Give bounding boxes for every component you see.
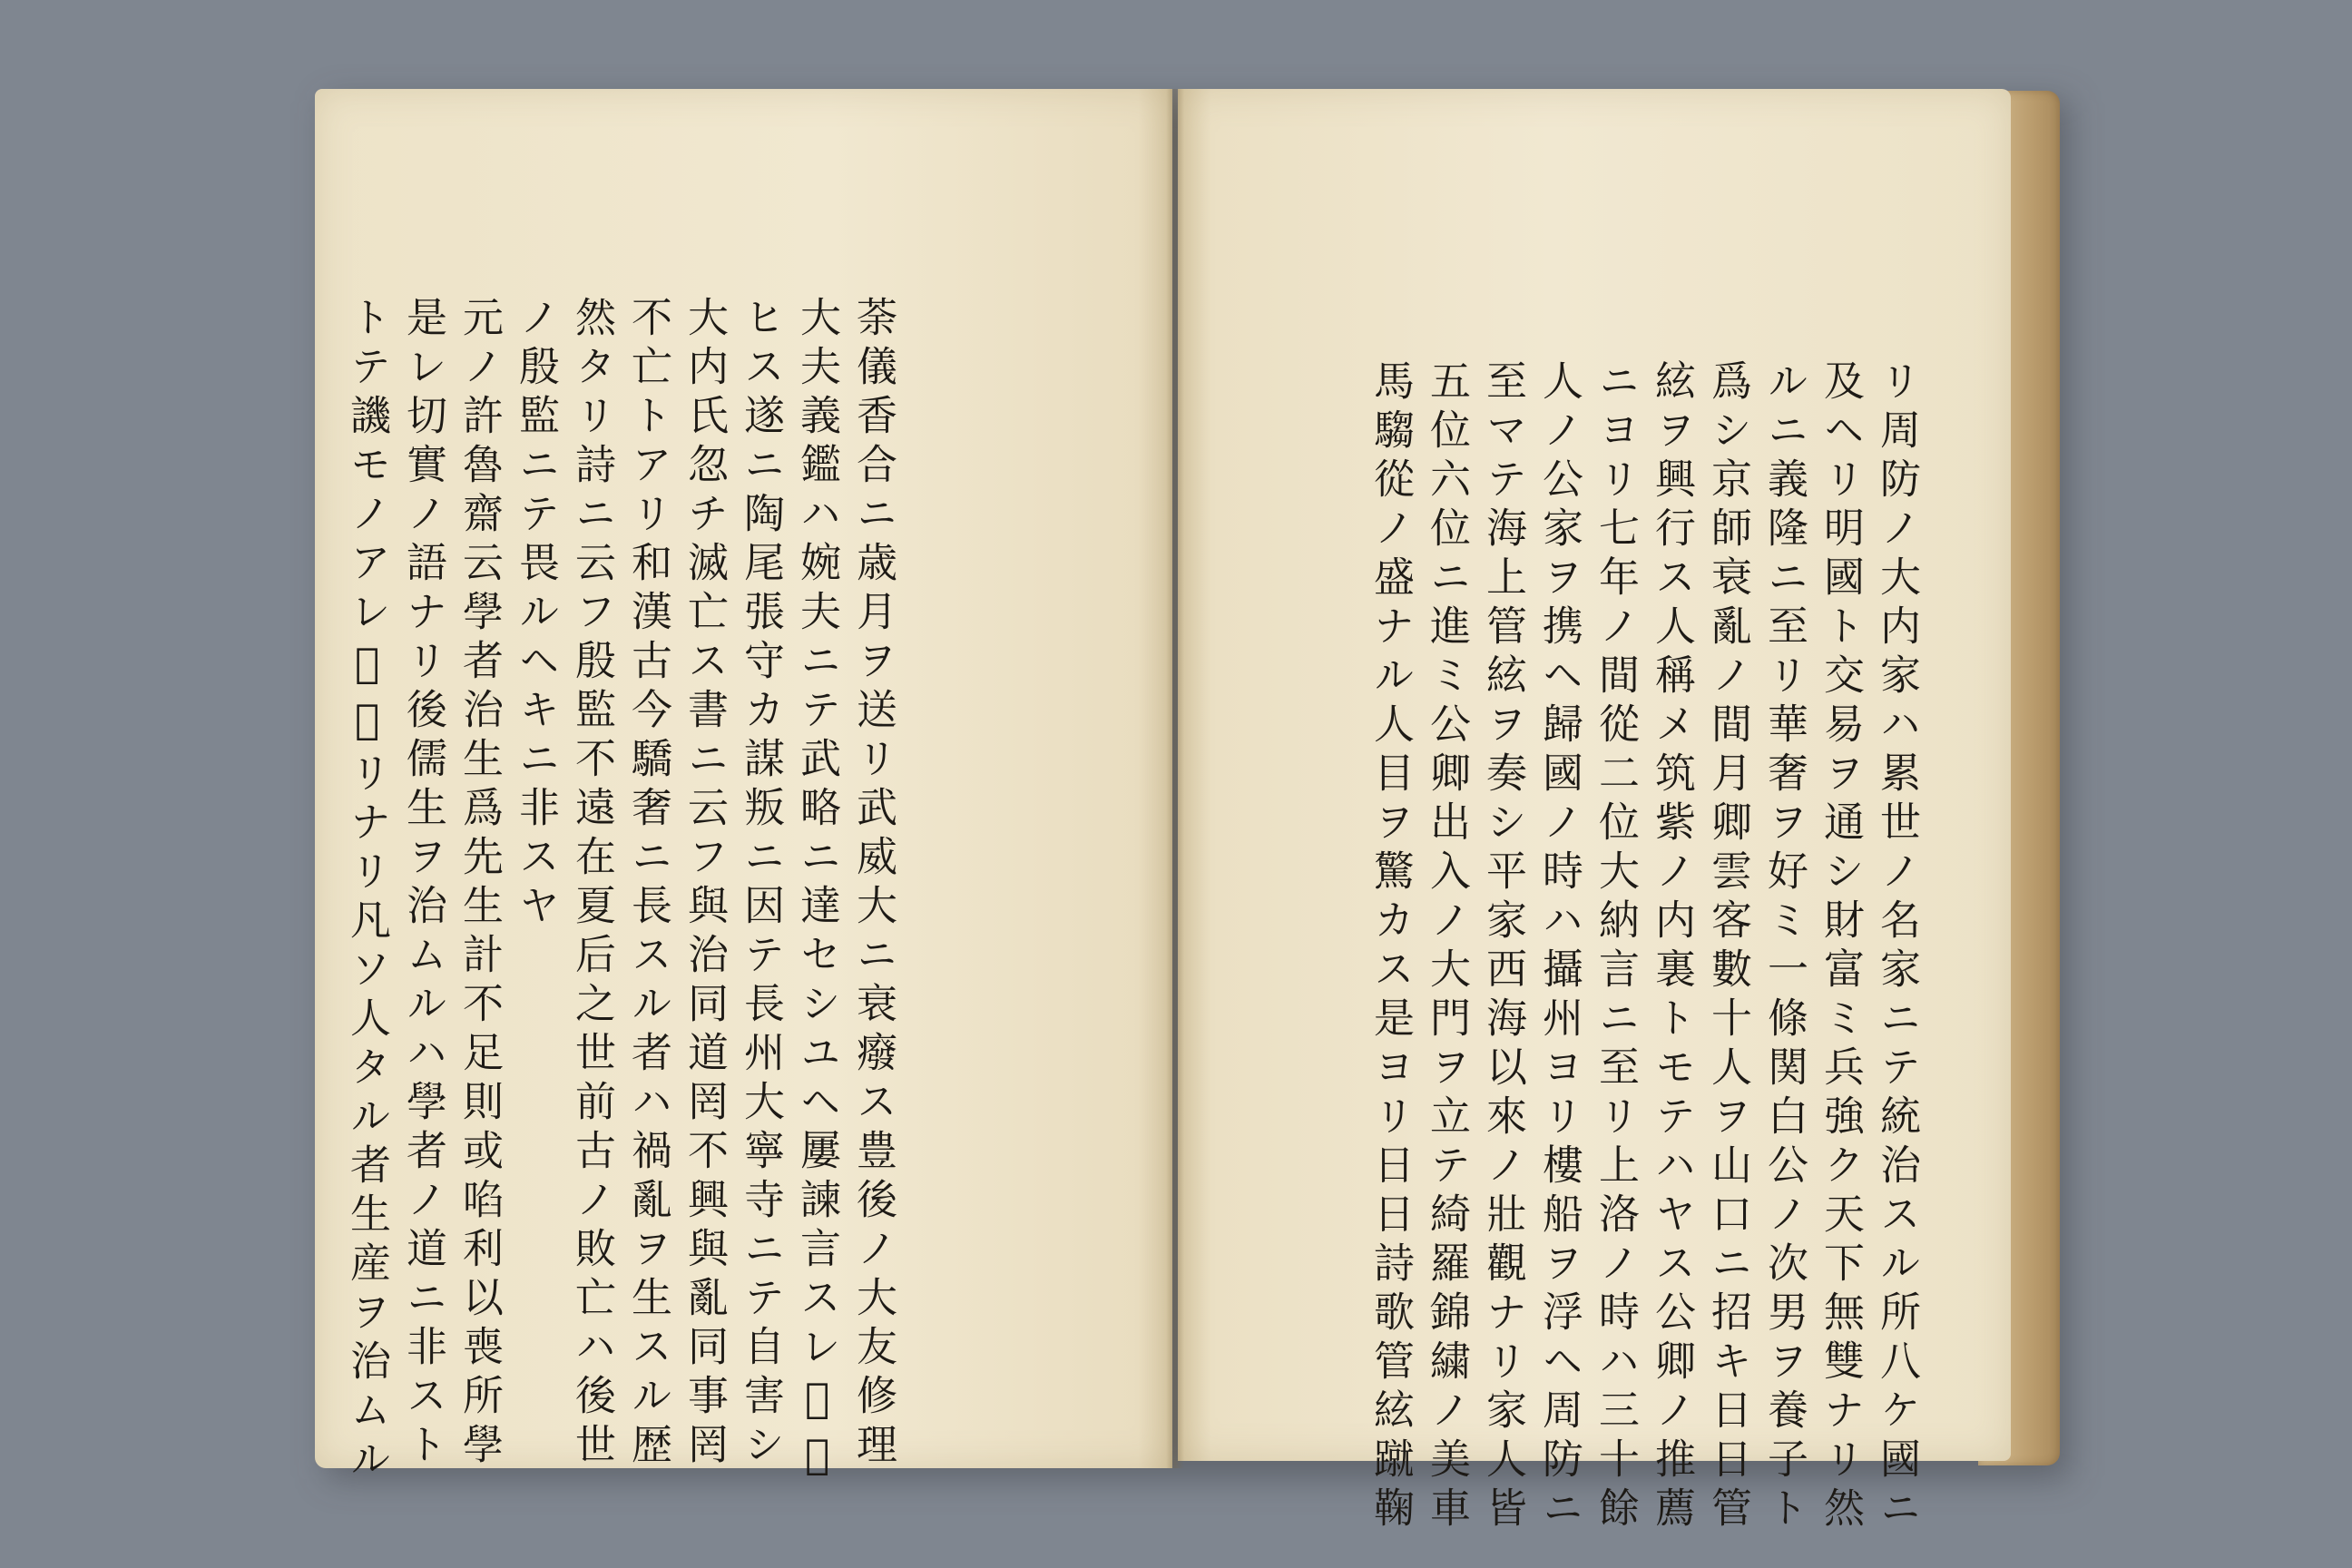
left-column-8: 元ノ許魯齋云學者治生爲先生計不足則或啗利以喪所學 xyxy=(456,296,504,1472)
left-column-5: 不亡トアリ和漢古今驕奢ニ長スル者ハ禍亂ヲ生スル歴 xyxy=(624,296,672,1472)
right-column-2: 及ヘリ明國ト交易ヲ通シ財富ミ兵強ク天下無雙ナリ然 xyxy=(1817,359,1865,1535)
left-column-3: ヒス遂ニ陶尾張守カ謀叛ニ因テ長州大寧寺ニテ自害シ xyxy=(737,296,785,1472)
left-column-6: 然タリ詩ニ云フ殷監不遠在夏后之世前古ノ敗亡ハ後世 xyxy=(568,296,616,1472)
right-column-7: 人ノ公家ヲ携ヘ歸國ノ時ハ攝州ヨリ樓船ヲ浮ヘ周防ニ xyxy=(1535,359,1583,1535)
left-column-2: 大夫義鑑ハ婉夫ニテ武略ニ達セシユヘ屢諫言スレ𪜈用 xyxy=(793,296,841,1486)
book-gutter xyxy=(1166,89,1184,1468)
right-column-5: 絃ヲ興行ス人稱メ筑紫ノ内裏トモテハヤス公卿ノ推薦 xyxy=(1648,359,1696,1535)
left-column-10: トテ譏モノアレ𪜈誤リナリ凡ソ人タル者生産ヲ治ムル xyxy=(343,296,391,1486)
right-column-9: 五位六位ニ進ミ公卿出入ノ大門ヲ立テ綺羅錦繍ノ美車 xyxy=(1423,359,1471,1535)
right-column-6: ニヨリ七年ノ間從二位大納言ニ至リ上洛ノ時ハ三十餘 xyxy=(1592,359,1640,1535)
right-page-text xyxy=(1178,89,2011,1535)
right-column-4: 爲シ京師衰亂ノ間月卿雲客數十人ヲ山口ニ招キ日日管 xyxy=(1704,359,1752,1535)
left-page xyxy=(315,89,1172,1486)
right-column-10: 馬騶從ノ盛ナル人目ヲ驚カス是ヨリ日日詩歌管絃蹴鞠 xyxy=(1367,359,1415,1535)
left-page-text xyxy=(315,89,1172,1486)
left-column-1: 荼儀香合ニ歳月ヲ送リ武威大ニ衰癈ス豊後ノ大友修理 xyxy=(849,296,897,1472)
right-column-1: リ周防ノ大内家ハ累世ノ名家ニテ統治スル所八ケ國ニ xyxy=(1873,359,1921,1535)
left-column-4: 大内氏忽チ滅亡ス書ニ云フ與治同道罔不興與亂同事罔 xyxy=(681,296,729,1472)
right-column-3: ルニ義隆ニ至リ華奢ヲ好ミ一條関白公ノ次男ヲ養子ト xyxy=(1760,359,1808,1535)
left-column-9: 是レ切實ノ語ナリ後儒生ヲ治ムルハ學者ノ道ニ非スト xyxy=(399,296,447,1472)
right-column-8: 至マテ海上管絃ヲ奏シ平家西海以來ノ壯觀ナリ家人皆 xyxy=(1479,359,1527,1535)
left-column-7: ノ殷監ニテ畏ルヘキニ非スヤ xyxy=(512,296,560,933)
right-page xyxy=(1178,89,2011,1535)
